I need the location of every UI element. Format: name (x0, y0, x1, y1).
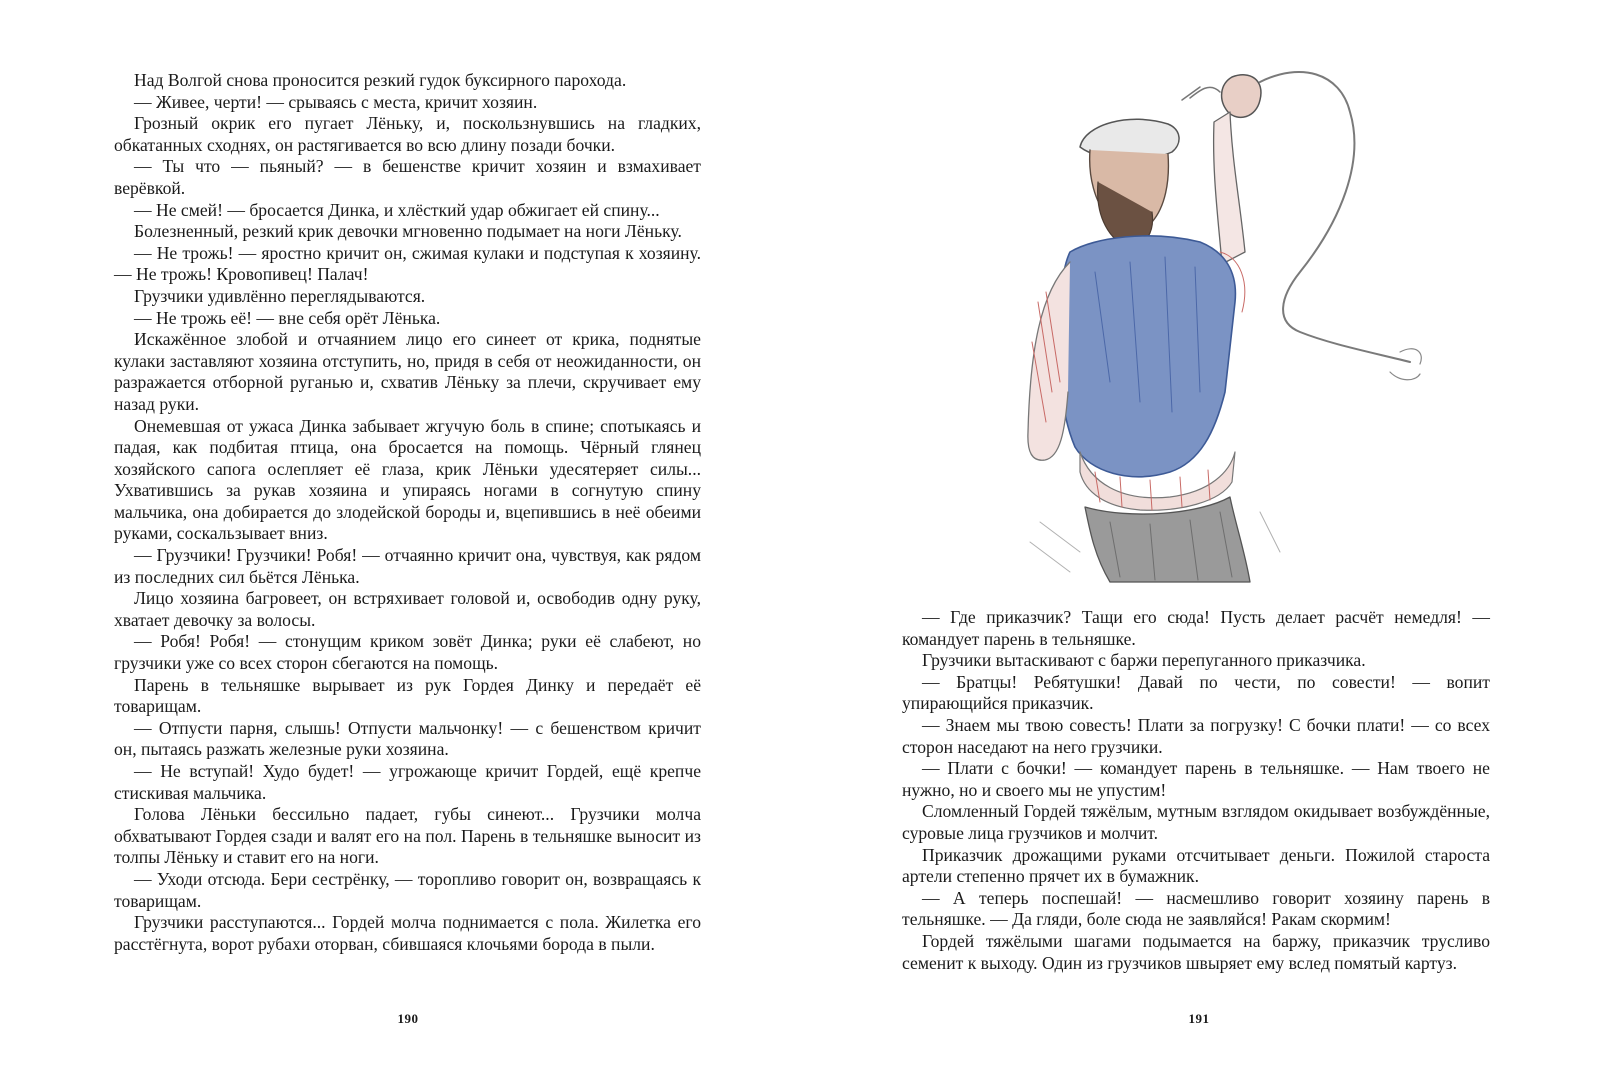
paragraph: — Братцы! Ребятушки! Давай по чести, по совести! — вопит упирающийся приказчик. (902, 671, 1490, 714)
paragraph: Приказчик дрожащими руками отсчитывает деньги. Пожилой староста артели степенно прячет их в бумажник. (902, 844, 1490, 887)
paragraph: — Уходи отсюда. Бери сестрёнку, — торопливо говорит он, возвращаясь к товарищам. (114, 868, 701, 911)
paragraph: — Ты что — пьяный? — в бешенстве кричит хозяин и взмахивает верёвкой. (114, 156, 701, 198)
paragraph: — Робя! Робя! — стонущим криком зовёт Динка; руки её слабеют, но грузчики уже со всех сторон сбегаются на помощь. (114, 631, 701, 674)
right-page-text (902, 607, 1490, 974)
paragraph: Лицо хозяина багровеет, он встряхивает головой и, освободив одну руку, хватает девочку за волосы. (114, 588, 701, 630)
paragraph: — Грузчики! Грузчики! Робя! — отчаянно кричит она, чувствуя, как рядом из последних сил бьётся Лёнька. (114, 545, 701, 587)
paragraph: — Не трожь её! — вне себя орёт Лёнька. (134, 307, 441, 328)
paragraph: Онемевшая от ужаса Динка забывает жгучую боль в спине; спотыкаясь и падая, как подбитая птица, она бросается на помощь. Чёрный глянец хозяйского сапога ослепляет её глаза, крик Лёньки удесятеряет силы... Ухватившись за рукав хозяина и упираясь ногами в согнутую спину мальчика, она добирается до злодейской бороды и, вцепившись в неё обеими руками, соскальзывает вниз. (114, 415, 701, 544)
paragraph: Болезненный, резкий крик девочки мгновенно подымает на ноги Лёньку. (134, 221, 682, 242)
paragraph: Грузчики удивлённо переглядываются. (134, 285, 426, 306)
paragraph: — Не трожь! — яростно кричит он, сжимая кулаки и подступая к хозяину. — Не трожь! Кровопивец! Палач! (114, 242, 701, 285)
paragraph: — А теперь поспешай! — насмешливо говорит хозяину парень в тельняшке. — Да гляди, боле сюда не заявляйся! Ракам скормим! (902, 887, 1490, 930)
left-page-text (114, 70, 701, 955)
whip-icon (1260, 72, 1410, 362)
man-with-whip-illustration (920, 52, 1450, 587)
paragraph: Искажённое злобой и отчаянием лицо его синеет от крика, поднятые кулаки заставляют хозяина отступить, но, придя в себя от неожиданности, он разражается отборной руганью и, схватив Лёньку за плечи, скручивает ему назад руки. (114, 329, 701, 414)
page-number: 191 (1188, 1011, 1210, 1026)
paragraph: — Отпусти парня, слышь! Отпусти мальчонку! — с бешенством кричит он, пытаясь разжать железные руки хозяина. (114, 717, 701, 760)
paragraph: Над Волгой снова проносится резкий гудок буксирного парохода. (134, 70, 627, 90)
paragraph: Грозный окрик его пугает Лёньку, и, поскользнувшись на гладких, обкатанных сходнях, он растягивается во всю длину позади бочки. (114, 113, 701, 155)
vest (1058, 236, 1235, 477)
paragraph: — Где приказчик? Тащи его сюда! Пусть делает расчёт немедля! — командует парень в тельняшке. (902, 607, 1490, 649)
page-number: 190 (397, 1011, 419, 1026)
paragraph: Парень в тельняшке вырывает из рук Гордея Динку и передаёт её товарищам. (114, 674, 701, 717)
paragraph: Грузчики вытаскивают с баржи перепуганного приказчика. (922, 650, 1366, 671)
paragraph: Сломленный Гордей тяжёлым, мутным взглядом окидывает возбуждённые, суровые лица грузчиков и молчит. (902, 801, 1490, 843)
paragraph: Голова Лёньки бессильно падает, губы синеют... Грузчики молча обхватывают Гордея сзади и валят его на пол. Парень в тельняшке выносит из толпы Лёньку и ставит его на ноги. (114, 804, 701, 868)
paragraph: — Живее, черти! — срываясь с места, кричит хозяин. (134, 91, 538, 112)
paragraph: Гордей тяжёлыми шагами подымается на баржу, приказчик трусливо семенит к выходу. Один из грузчиков швыряет ему вслед помятый картуз. (902, 930, 1490, 973)
right-page (800, 0, 1600, 1083)
paragraph: — Не смей! — бросается Динка, и хлёсткий удар обжигает ей спину... (134, 199, 660, 220)
paragraph: Грузчики расступаются... Гордей молча поднимается с пола. Жилетка его расстёгнута, ворот рубахи оторван, сбившаяся клочьями борода в пыли. (114, 912, 701, 954)
illustration-drawing (920, 52, 1450, 587)
paragraph: — Не вступай! Худо будет! — угрожающе кричит Гордей, ещё крепче стискивая мальчика. (114, 761, 701, 803)
paragraph: — Знаем мы твою совесть! Плати за погрузку! С бочки плати! — со всех сторон наседают на него грузчики. (902, 714, 1490, 757)
paragraph: — Плати с бочки! — командует парень в тельняшке. — Нам твоего не нужно, но и своего мы не упустим! (902, 758, 1490, 800)
